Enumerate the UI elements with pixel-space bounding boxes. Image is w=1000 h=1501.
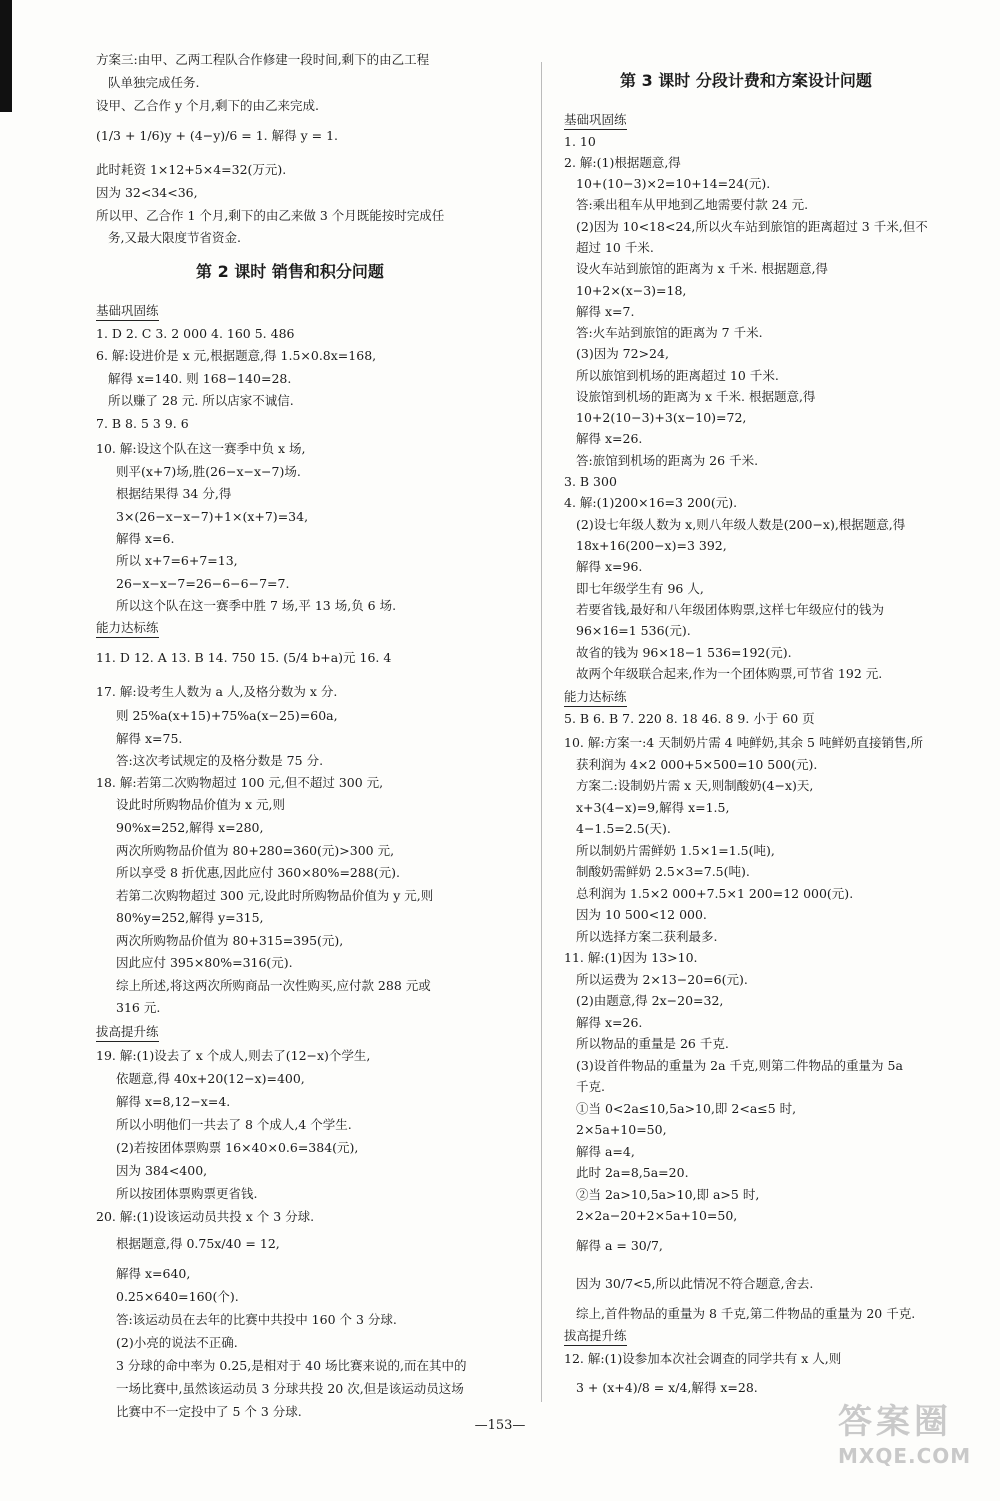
answer-line: 所以按团体票购票更省钱. (116, 1186, 258, 1201)
answer-line: 解得 x=26. (576, 431, 643, 446)
text-line: 此时耗资 1×12+5×4=32(万元). (96, 162, 287, 177)
answer-line: 两次所购物品价值为 80+280=360(元)>300 元, (116, 843, 395, 858)
answer-line: 96×16=1 536(元). (576, 623, 691, 638)
answer-line: 依题意,得 40x+20(12−x)=400, (116, 1071, 305, 1086)
answer-line: 综上,首件物品的重量为 8 千克,第二件物品的重量为 20 千克. (576, 1306, 916, 1321)
answer-line: 18. 解:若第二次购物超过 100 元,但不超过 300 元, (96, 775, 384, 790)
answer-line: 综上所述,将这两次所购商品一次性购买,应付款 288 元或 (116, 978, 431, 993)
answer-line: (2)小亮的说法不正确. (116, 1335, 238, 1350)
answer-line: 10+2(10−3)+3(x−10)=72, (576, 410, 747, 425)
answer-line: 解得 x=6. (116, 531, 175, 546)
answer-line: 获利润为 4×2 000+5×500=10 500(元). (576, 757, 818, 772)
equation-line: 3 + (x+4)/8 = x/4,解得 x=28. (576, 1380, 758, 1395)
answer-line: 答:旅馆到机场的距离为 26 千米. (576, 453, 759, 468)
answer-line: 2. 解:(1)根据题意,得 (564, 155, 681, 170)
answer-line: 答:该运动员在去年的比赛中共投中 160 个 3 分球. (116, 1312, 397, 1327)
answer-line: x+3(4−x)=9,解得 x=1.5, (576, 800, 730, 815)
answer-line: 5. B 6. B 7. 220 8. 18 46. 8 9. 小于 60 页 (564, 711, 815, 726)
equation-line: (1/3 + 1/6)y + (4−y)/6 = 1. 解得 y = 1. (96, 128, 338, 143)
section-label: 拔高提升练 (96, 1024, 159, 1042)
answer-line: (2)由题意,得 2x−20=32, (576, 993, 724, 1008)
answer-line: 11. D 12. A 13. B 14. 750 15. (5/4 b+a)元 16. 4 (96, 650, 392, 665)
section-label: 拔高提升练 (564, 1328, 627, 1346)
watermark-title: 答案圈 (838, 1402, 952, 1442)
answer-line: 即七年级学生有 96 人, (576, 581, 704, 596)
answer-line: 所以制奶片需鲜奶 1.5×1=1.5(吨), (576, 843, 775, 858)
answer-line: 因为 10 500<12 000. (576, 907, 707, 922)
answer-line: 10. 解:方案一:4 天制奶片需 4 吨鲜奶,其余 5 吨鲜奶直接销售,所 (564, 735, 923, 750)
answer-line: 6. 解:设进价是 x 元,根据题意,得 1.5×0.8x=168, (96, 348, 377, 363)
answer-line: 解得 x=26. (576, 1015, 643, 1030)
answer-line: 解得 x=140. 则 168−140=28. (108, 371, 292, 386)
answer-line: 4−1.5=2.5(天). (576, 821, 671, 836)
answer-line: 1. 10 (564, 134, 596, 149)
answer-line: 10. 解:设这个队在这一赛季中负 x 场, (96, 441, 306, 456)
answer-line: (3)因为 72>24, (576, 346, 669, 361)
answer-line: 1. D 2. C 3. 2 000 4. 160 5. 486 (96, 326, 295, 341)
answer-line: 超过 10 千米. (576, 240, 654, 255)
equation-line: 根据题意,得 0.75x/40 = 12, (116, 1236, 280, 1251)
watermark-url: MXQE.COM (838, 1444, 972, 1468)
lesson-heading: 第 3 课时 分段计费和方案设计问题 (620, 71, 872, 90)
answer-line: 若第二次购物超过 300 元,设此时所购物品价值为 y 元,则 (116, 888, 434, 903)
answer-line: 则平(x+7)场,胜(26−x−x−7)场. (116, 464, 301, 479)
column-divider (541, 62, 542, 1402)
answer-line: 因此应付 395×80%=316(元). (116, 955, 293, 970)
answer-line: 两次所购物品价值为 80+315=395(元), (116, 933, 344, 948)
answer-line: 19. 解:(1)设去了 x 个成人,则去了(12−x)个学生, (96, 1048, 371, 1063)
answer-line: 26−x−x−7=26−6−6−7=7. (116, 576, 290, 591)
page-number: —153— (474, 1418, 526, 1433)
answer-line: 方案二:设制奶片需 x 天,则制酸奶(4−x)天, (576, 778, 814, 793)
answer-line: 90%x=252,解得 x=280, (116, 820, 264, 835)
answer-line: ①当 0<2a≤10,5a>10,即 2<a≤5 时, (576, 1101, 797, 1116)
answer-line: 12. 解:(1)设参加本次社会调查的同学共有 x 人,则 (564, 1351, 842, 1366)
equation-line: 解得 a = 30/7, (576, 1238, 663, 1253)
answer-line: 所以运费为 2×13−20=6(元). (576, 972, 748, 987)
answer-line: 所以旅馆到机场的距离超过 10 千米. (576, 368, 779, 383)
answer-line: 10+(10−3)×2=10+14=24(元). (576, 176, 771, 191)
answer-line: 设旅馆到机场的距离为 x 千米. 根据题意,得 (576, 389, 816, 404)
answer-line: 11. 解:(1)因为 13>10. (564, 950, 698, 965)
answer-line: 解得 x=640, (116, 1266, 191, 1281)
answer-line: 设火车站到旅馆的距离为 x 千米. 根据题意,得 (576, 261, 828, 276)
text-line: 设甲、乙合作 y 个月,剩下的由乙来完成. (96, 98, 319, 113)
answer-line: 千克. (576, 1079, 605, 1094)
answer-line: 答:乘出租车从甲地到乙地需要付款 24 元. (576, 197, 809, 212)
answer-line: 316 元. (116, 1000, 161, 1015)
answer-line: 所以小明他们一共去了 8 个成人,4 个学生. (116, 1117, 352, 1132)
answer-line: 2×2a−20+2×5a+10=50, (576, 1208, 738, 1223)
answer-line: ②当 2a>10,5a>10,即 a>5 时, (576, 1187, 760, 1202)
section-label: 能力达标练 (564, 689, 627, 707)
answer-line: 18x+16(200−x)=3 392, (576, 538, 727, 553)
answer-line: 7. B 8. 5 3 9. 6 (96, 416, 189, 431)
answer-line: 解得 x=8,12−x=4. (116, 1094, 231, 1109)
answer-line: 若要省钱,最好和八年级团体购票,这样七年级应付的钱为 (576, 602, 884, 617)
answer-line: 此时 2a=8,5a=20. (576, 1165, 689, 1180)
text-line: 务,又最大限度节省资金. (108, 230, 241, 245)
answer-line: 所以物品的重量是 26 千克. (576, 1036, 729, 1051)
text-line: 队单独完成任务. (108, 75, 200, 90)
watermark-logo (838, 1400, 978, 1468)
answer-line: 解得 a=4, (576, 1144, 635, 1159)
answer-line: 3×(26−x−x−7)+1×(x+7)=34, (116, 509, 309, 524)
answer-line: 17. 解:设考生人数为 a 人,及格分数为 x 分. (96, 684, 338, 699)
answer-line: 3. B 300 (564, 474, 617, 489)
answer-line: 故省的钱为 96×18−1 536=192(元). (576, 645, 792, 660)
answer-line: 制酸奶需鲜奶 2.5×3=7.5(吨). (576, 864, 750, 879)
section-label: 能力达标练 (96, 620, 159, 638)
page-edge-bar (0, 0, 12, 112)
answer-line: 80%y=252,解得 y=315, (116, 910, 264, 925)
answer-line: 所以 x+7=6+7=13, (116, 553, 238, 568)
answer-line: 20. 解:(1)设该运动员共投 x 个 3 分球. (96, 1209, 315, 1224)
answer-line: (2)设七年级人数为 x,则八年级人数是(200−x),根据题意,得 (576, 517, 906, 532)
answer-line: 所以赚了 28 元. 所以店家不诚信. (108, 393, 294, 408)
lesson-heading: 第 2 课时 销售和积分问题 (196, 262, 384, 281)
answer-line: 0.25×640=160(个). (116, 1289, 239, 1304)
answer-line: 解得 x=96. (576, 559, 643, 574)
equation-line: 因为 30/7<5,所以此情况不符合题意,舍去. (576, 1276, 814, 1291)
section-label: 基础巩固练 (564, 112, 627, 130)
answer-line: 答:这次考试规定的及格分数是 75 分. (116, 753, 324, 768)
answer-line: (2)因为 10<18<24,所以火车站到旅馆的距离超过 3 千米,但不 (576, 219, 928, 234)
text-line: 所以甲、乙合作 1 个月,剩下的由乙来做 3 个月既能按时完成任 (96, 208, 445, 223)
answer-line: 故两个年级联合起来,作为一个团体购票,可节省 192 元. (576, 666, 883, 681)
answer-line: 所以享受 8 折优惠,因此应付 360×80%=288(元). (116, 865, 401, 880)
answer-line: 解得 x=7. (576, 304, 635, 319)
answer-line: 总利润为 1.5×2 000+7.5×1 200=12 000(元). (576, 886, 854, 901)
text-line: 方案三:由甲、乙两工程队合作修建一段时间,剩下的由乙工程 (96, 52, 430, 67)
section-label: 基础巩固练 (96, 303, 159, 321)
answer-line: 比赛中不一定投中了 5 个 3 分球. (116, 1404, 302, 1419)
answer-line: 所以这个队在这一赛季中胜 7 场,平 13 场,负 6 场. (116, 598, 397, 613)
answer-line: 根据结果得 34 分,得 (116, 486, 232, 501)
answer-line: 解得 x=75. (116, 731, 183, 746)
answer-line: 则 25%a(x+15)+75%a(x−25)=60a, (116, 708, 338, 723)
answer-line: 2×5a+10=50, (576, 1122, 667, 1137)
answer-line: (3)设首件物品的重量为 2a 千克,则第二件物品的重量为 5a (576, 1058, 903, 1073)
answer-line: 答:火车站到旅馆的距离为 7 千米. (576, 325, 763, 340)
answer-line: 所以选择方案二获利最多. (576, 929, 718, 944)
answer-line: 设此时所购物品价值为 x 元,则 (116, 797, 285, 812)
answer-line: 因为 384<400, (116, 1163, 208, 1178)
answer-line: (2)若按团体票购票 16×40×0.6=384(元), (116, 1140, 359, 1155)
answer-line: 4. 解:(1)200×16=3 200(元). (564, 495, 738, 510)
answer-line: 10+2×(x−3)=18, (576, 283, 687, 298)
text-line: 因为 32<34<36, (96, 185, 198, 200)
answer-line: 一场比赛中,虽然该运动员 3 分球共投 20 次,但是该运动员这场 (116, 1381, 464, 1396)
answer-line: 3 分球的命中率为 0.25,是相对于 40 场比赛来说的,而在其中的 (116, 1358, 467, 1373)
